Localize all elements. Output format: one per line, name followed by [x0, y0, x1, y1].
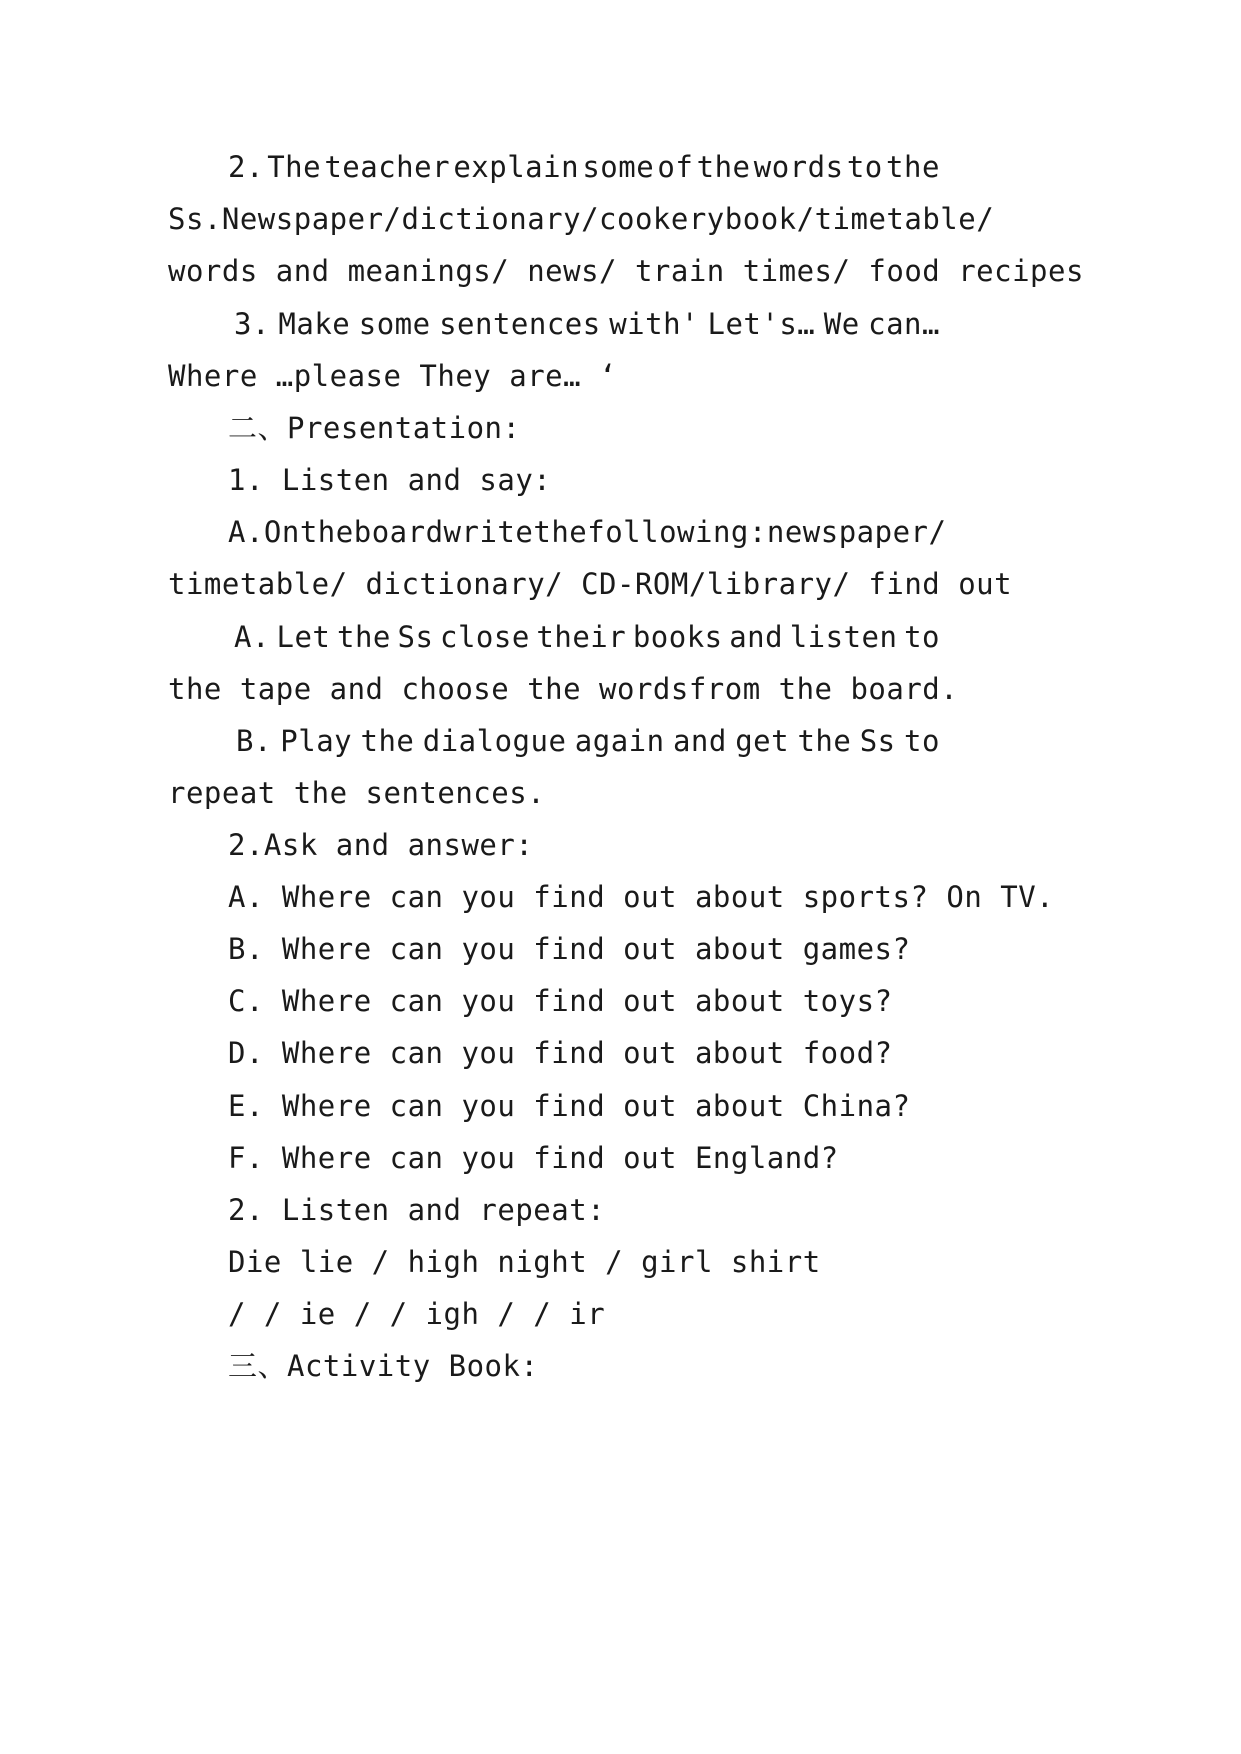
word: following: — [587, 515, 767, 549]
word: A. — [228, 515, 264, 549]
phonics-words: Die lie / high night / girl shirt — [228, 1245, 821, 1279]
word: The — [267, 150, 322, 184]
word: and — [672, 724, 727, 758]
para-1-line-1 — [228, 147, 940, 187]
word: explain — [453, 150, 580, 184]
word: the — [299, 515, 354, 549]
section-heading-presentation: 二、Presentation: — [228, 411, 521, 445]
word: We — [823, 307, 860, 341]
word: the — [533, 515, 588, 549]
word: Let's… — [707, 307, 816, 341]
word: the — [886, 150, 940, 184]
word: get — [735, 724, 790, 758]
word: again — [574, 724, 665, 758]
word: some — [358, 307, 431, 341]
section-heading-activity-book: 三、Activity Book: — [228, 1349, 539, 1383]
para-5-line-2: repeat the sentences. — [168, 776, 546, 810]
item-listen-and-repeat: 2. Listen and repeat: — [228, 1193, 606, 1227]
word: can… — [868, 307, 940, 341]
word: the — [360, 724, 415, 758]
para-2-line-2: Where …please They are… ‘ — [168, 359, 617, 393]
item-listen-and-say: 1. Listen and say: — [228, 463, 552, 497]
word: books — [632, 620, 723, 654]
question-c: C. Where can you find out about toys? — [228, 984, 893, 1018]
word: Ss — [859, 724, 896, 758]
word: On — [263, 515, 300, 549]
word: the — [337, 620, 391, 654]
word: the — [797, 724, 852, 758]
phonics-sounds: / / ie / / igh / / ir — [228, 1297, 606, 1331]
word: some — [582, 150, 655, 184]
para-3-line-2: timetable/ dictionary/ CD-ROM/library/ find out — [168, 567, 1013, 601]
para-4-line-2: the tape and choose the wordsfrom the board. — [168, 672, 959, 706]
word: dialogue — [422, 724, 567, 758]
para-2-line-1 — [234, 304, 940, 344]
question-d: D. Where can you find out about food? — [228, 1036, 893, 1070]
word: their — [536, 620, 627, 654]
word: 3. — [234, 307, 270, 341]
item-ask-and-answer: 2.Ask and answer: — [228, 828, 534, 862]
word: newspaper/ — [766, 515, 947, 549]
word: Make — [278, 307, 351, 341]
word: to — [846, 150, 883, 184]
word: board — [353, 515, 444, 549]
para-4-line-1 — [234, 617, 940, 657]
para-5-line-1 — [236, 721, 940, 761]
word: Ss. — [168, 202, 222, 236]
question-a: A. Where can you find out about sports? On TV. — [228, 880, 1055, 914]
word: and — [729, 620, 784, 654]
word: close — [440, 620, 530, 654]
word: sentences — [439, 307, 601, 341]
word: book/ — [724, 202, 815, 236]
word: Play — [280, 724, 353, 758]
word: A. — [234, 620, 270, 654]
para-1-line-3: words and meanings/ news/ train times/ food recipes — [168, 254, 1084, 288]
question-e: E. Where can you find out about China? — [228, 1089, 911, 1123]
word: Newspaper/ — [221, 202, 402, 236]
word: Ss — [397, 620, 434, 654]
word: with' — [609, 307, 699, 341]
word: teacher — [324, 150, 451, 184]
para-1-line-2 — [168, 199, 995, 239]
question-b: B. Where can you find out about games? — [228, 932, 911, 966]
word: dictionary/cookery — [401, 202, 725, 236]
word: write — [443, 515, 534, 549]
word: listen — [789, 620, 898, 654]
word: to — [903, 724, 940, 758]
word: to — [904, 620, 940, 654]
question-f: F. Where can you find out England? — [228, 1141, 839, 1175]
word: of — [657, 150, 694, 184]
word: the — [696, 150, 751, 184]
para-3-line-1 — [228, 512, 947, 552]
word: B. — [236, 724, 272, 758]
word: words — [753, 150, 844, 184]
word: Let — [276, 620, 331, 654]
word: 2. — [228, 150, 264, 184]
word: timetable/ — [814, 202, 995, 236]
